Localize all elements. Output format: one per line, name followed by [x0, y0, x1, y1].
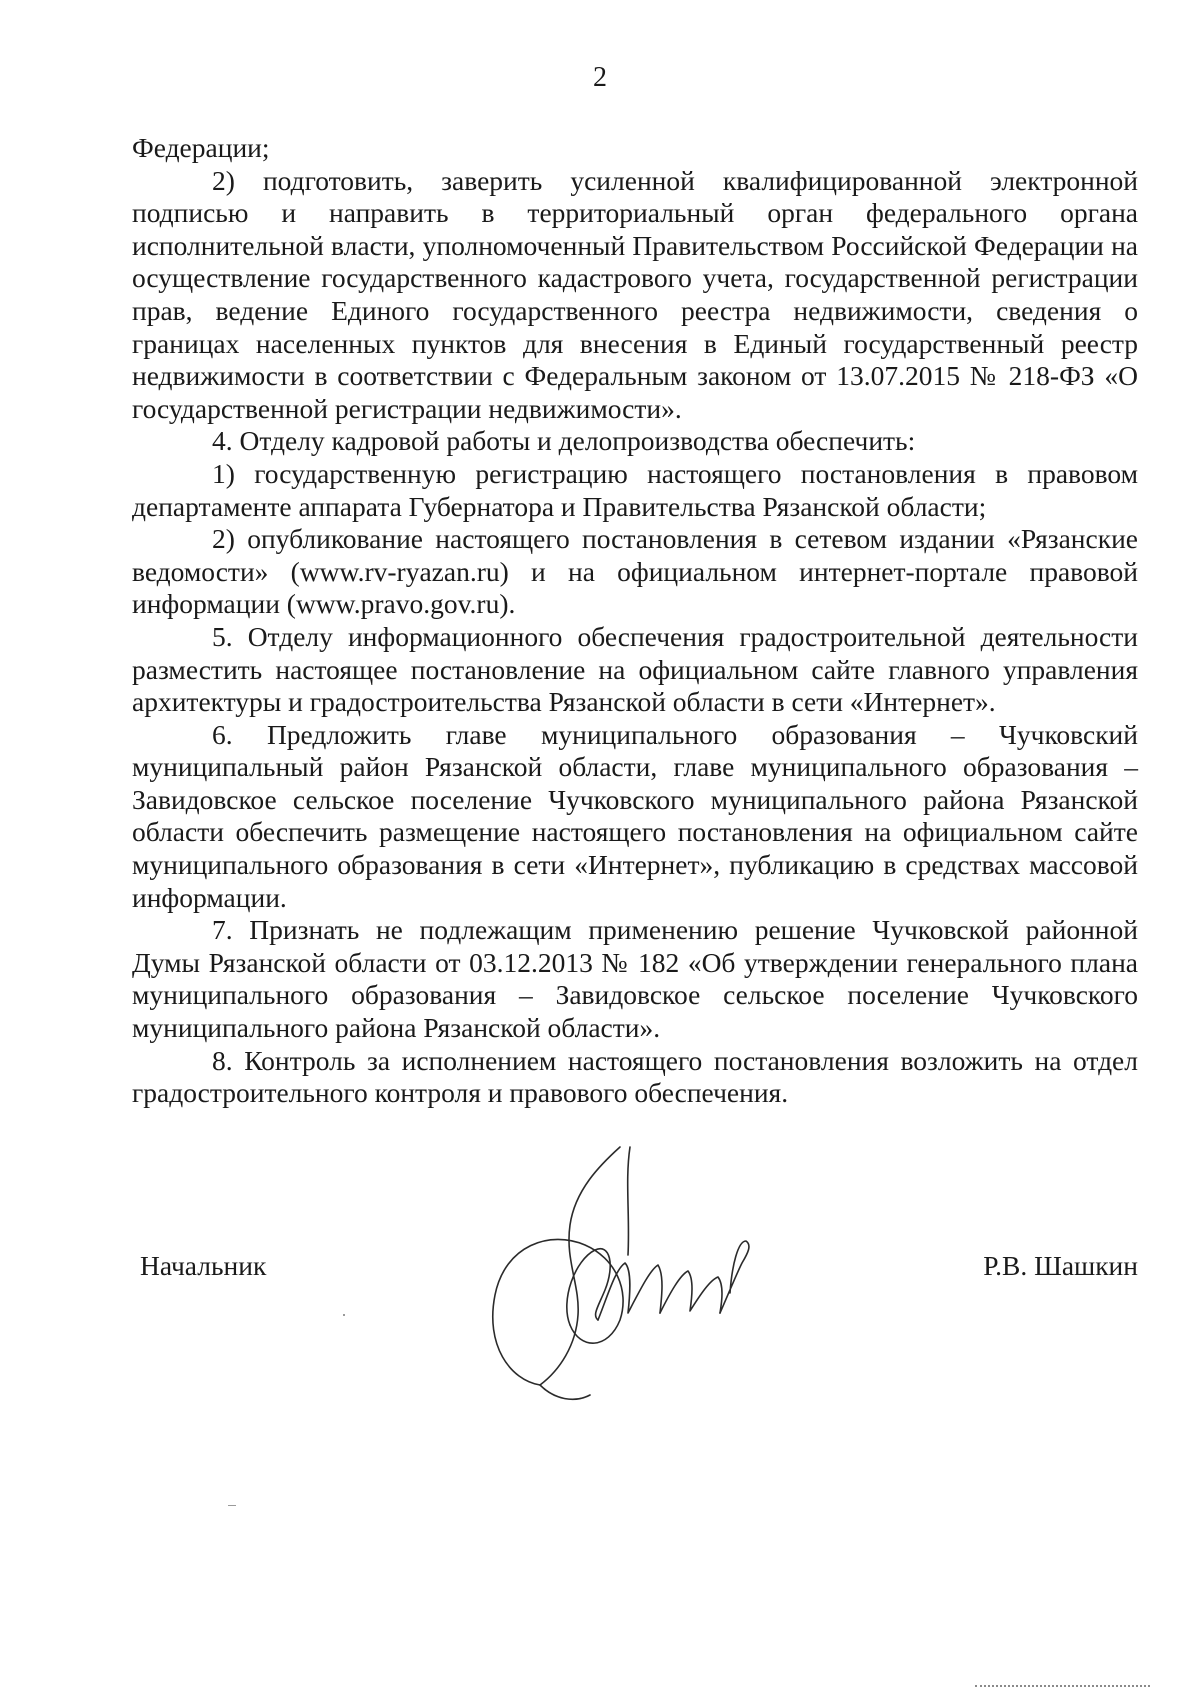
paragraph-subitem-4-1: 1) государственную регистрацию настоящего постановления в правовом департаменте аппарата Губернатора и Правительства Рязанской области; — [132, 457, 1138, 522]
scan-speck — [343, 1314, 345, 1316]
paragraph-item-5: 5. Отделу информационного обеспечения градостроительной деятельности разместить настоящее постановление на официальном сайте главного управления архитектуры и градостроительства Рязанской области в сети «Интернет». — [132, 620, 1138, 718]
paragraph-item-8: 8. Контроль за исполнением настоящего постановления возложить на отдел градостроительного контроля и правового обеспечения. — [132, 1044, 1138, 1109]
signer-position: Начальник — [140, 1250, 267, 1281]
paragraph-item-7: 7. Признать не подлежащим применению решение Чучковской районной Думы Рязанской области от 03.12.2013 № 182 «Об утверждении генерального плана муниципального образования – Завидовское сельское поселение Чучковского муниципального района Рязанской области». — [132, 914, 1138, 1044]
document-body — [132, 132, 1138, 1110]
paragraph-item-6: 6. Предложить главе муниципального образования – Чучковский муниципальный район Рязанской области, главе муниципального образования – Завидовское сельское поселение Чучковского муниципального района Рязанской области обеспечить размещение настоящего постановления на официальном сайте муниципального образования в сети «Интернет», публикацию в средствах массовой информации. — [132, 718, 1138, 913]
bottom-dotted-rule — [975, 1685, 1150, 1687]
paragraph-subitem-2-boundaries: 2) подготовить, заверить усиленной квалифицированной электронной подписью и направить в территориальный орган федерального органа исполнительной власти, уполномоченный Правительством Российской Федерации на осуществление государственного кадастрового учета, государственной регистрации прав, ведение Единого государственного реестра недвижимости, сведения о границах населенных пунктов для внесения в Единый государственный реестр недвижимости в соответствии с Федеральным законом от 13.07.2015 № 218-ФЗ «О государственной регистрации недвижимости». — [132, 164, 1138, 424]
handwritten-signature — [480, 1145, 780, 1405]
signer-name: Р.В. Шашкин — [983, 1250, 1138, 1281]
paragraph-item-4: 4. Отделу кадровой работы и делопроизводства обеспечить: — [212, 425, 916, 457]
page-number: 2 — [593, 62, 607, 93]
scan-speck — [228, 1505, 236, 1506]
paragraph-subitem-4-2: 2) опубликование настоящего постановления в сетевом издании «Рязанские ведомости» (www.rv-ryazan.ru) и на официальном интернет-портале правовой информации (www.pravo.gov.ru). — [132, 523, 1138, 620]
paragraph-continuation: Федерации; — [132, 132, 270, 163]
